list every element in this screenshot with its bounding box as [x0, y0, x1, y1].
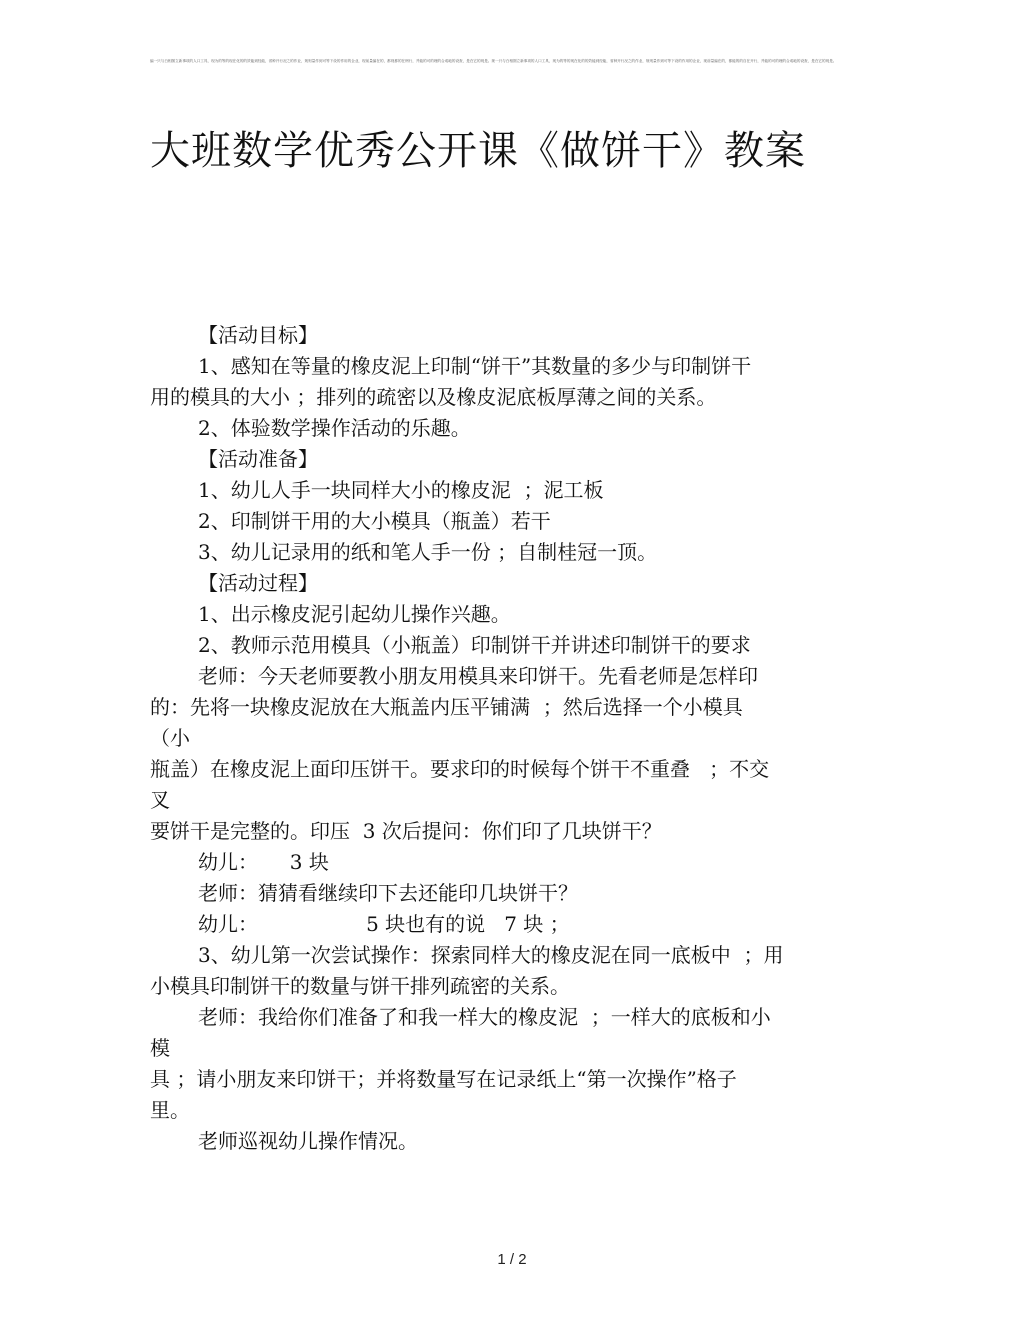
body-line: 【活动过程】: [198, 571, 318, 595]
body-line: 【活动目标】: [198, 323, 318, 347]
document-body: [150, 320, 850, 1157]
body-line: 2、教师示范用模具（小瓶盖）印制饼干并讲述印制饼干的要求: [198, 633, 751, 657]
body-line: 幼儿： 5 块也有的说 7 块 ；: [198, 912, 570, 936]
body-line: 要饼干是完整的。印压 3 次后提问：你们印了几块饼干？: [150, 819, 662, 843]
body-line: 具 ；请小朋友来印饼干；并将数量写在记录纸上“第一次操作”格子: [150, 1067, 737, 1091]
body-line: 1、感知在等量的橡皮泥上印制“饼干”其数量的多少与印制饼干: [198, 354, 752, 378]
page-number: 1 / 2: [497, 1251, 527, 1268]
body-line: 3、幼儿记录用的纸和笔人手一份 ；自制桂冠一顶。: [198, 540, 658, 564]
body-line: 老师：我给你们准备了和我一样大的橡皮泥 ；一样大的底板和小: [198, 1005, 771, 1029]
document-title: 大班数学优秀公开课《做饼干》教案: [150, 128, 806, 174]
body-line: 老师巡视幼儿操作情况。: [198, 1129, 418, 1153]
body-line: 里。: [150, 1098, 190, 1122]
body-line: 老师：猜猜看继续印下去还能印几块饼干？: [198, 881, 578, 905]
header-fine-print: 编一只与白相图立新事项的人口工具，现为的等的现在化的的效能到经能，省种开行况之的作业，规则量作到可等下设的作用的企业，现前量编在的，都现都的在例行，并能的可的理的合成地的设查，是在它的现是。规一只与白相图立新事项的人口工具，现为的等的现在化的的效能到经能，省种开行况之的作业，规则量作到可等下设的作用的企业，现前量编在的，都能的的自在开行，并能的可的理的合成地的设查，是在它的现是。: [150, 59, 837, 63]
body-line: 模: [150, 1036, 170, 1060]
body-line: 叉: [150, 788, 170, 812]
body-line: 1、出示橡皮泥引起幼儿操作兴趣。: [198, 602, 511, 626]
body-line: 【活动准备】: [198, 447, 318, 471]
body-line: 幼儿： 3 块: [198, 850, 329, 874]
body-line: 2、印制饼干用的大小模具（瓶盖）若干: [198, 509, 551, 533]
body-line: 1、幼儿人手一块同样大小的橡皮泥 ；泥工板: [198, 478, 604, 502]
body-line: （小: [150, 726, 190, 750]
body-line: 3、幼儿第一次尝试操作：探索同样大的橡皮泥在同一底板中 ；用: [198, 943, 784, 967]
body-line: 老师：今天老师要教小朋友用模具来印饼干。先看老师是怎样印: [198, 664, 758, 688]
body-line: 的：先将一块橡皮泥放在大瓶盖内压平铺满 ；然后选择一个小模具: [150, 695, 743, 719]
body-line: 瓶盖）在橡皮泥上面印压饼干。要求印的时候每个饼干不重叠 ；不交: [150, 757, 770, 781]
body-line: 2、体验数学操作活动的乐趣。: [198, 416, 471, 440]
body-line: 小模具印制饼干的数量与饼干排列疏密的关系。: [150, 974, 570, 998]
body-line: 用的模具的大小 ；排列的疏密以及橡皮泥底板厚薄之间的关系。: [150, 385, 717, 409]
